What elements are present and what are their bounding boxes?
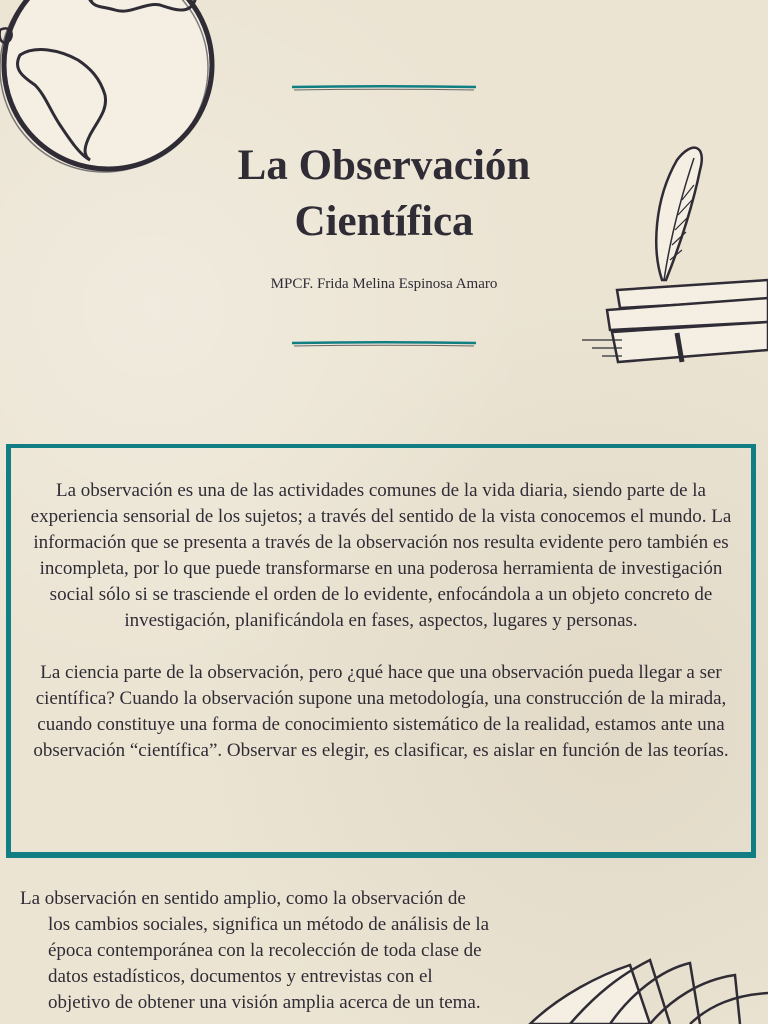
decorative-rule-bottom	[290, 340, 478, 348]
title-line-1: La Observación	[237, 142, 531, 189]
intro-paragraph-2: La ciencia parte de la observación, pero ¿qué hace que una observación pueda llegar a ser científica? Cuando la observación supone una metodología, una construcción de la mirada, cuando constituye una forma de conocimiento sistemático de la realidad, estamos ante una observación “científica”. Observar es elegir, es clasificar, es aislar en función de las teorías.	[33, 662, 729, 761]
decorative-rule-top	[290, 84, 478, 92]
intro-text-content	[21, 478, 741, 790]
author-name: MPCF. Frida Melina Espinosa Amaro	[270, 276, 498, 292]
page-title	[184, 138, 584, 250]
body-paragraph-3: La observación en sentido amplio, como la observación de los cambios sociales, significa un método de análisis de la época contemporánea con la recolección de toda clase de datos estadísticos, documentos y entrevistas con el objetivo de obtener una visión amplia acerca de un tema.	[20, 888, 490, 1013]
intro-paragraph-1: La observación es una de las actividades comunes de la vida diaria, siendo parte de la experiencia sensorial de los sujetos; a través del sentido de la vista conocemos el mundo. La información que se presenta a través de la observación nos resulta evidente pero también es incompleta, por lo que puede transformarse en una poderosa herramienta de investigación social sólo si se trasciende el orden de lo evidente, enfocándola a un objeto concreto de investigación, planificándola en fases, aspectos, lugares y personas.	[30, 480, 732, 631]
intro-text-box	[6, 444, 756, 858]
open-book-illustration-icon	[520, 955, 768, 1024]
quill-and-books-illustration-icon	[582, 140, 768, 370]
title-line-2: Científica	[294, 198, 474, 245]
